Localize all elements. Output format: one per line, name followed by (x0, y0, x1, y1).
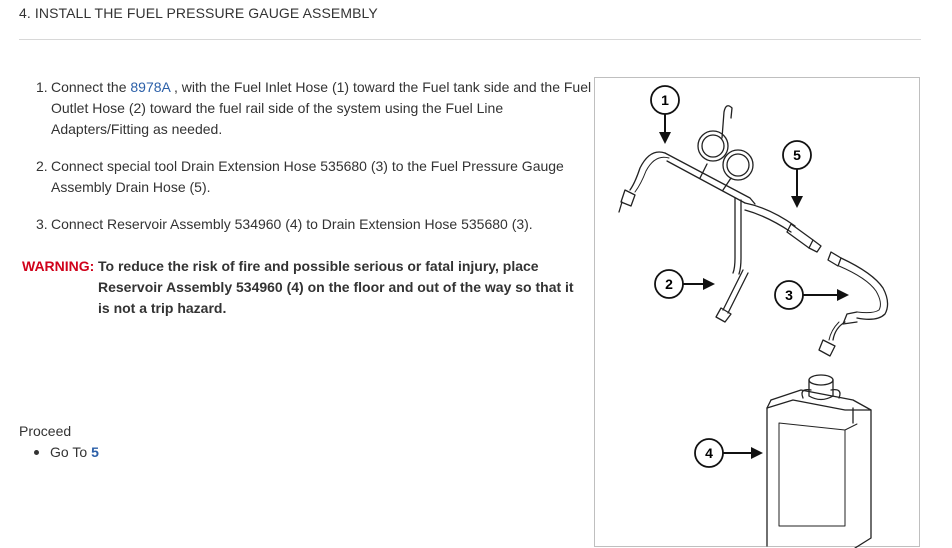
svg-text:5: 5 (793, 147, 801, 163)
callout-2 (655, 270, 715, 298)
proceed-label: Proceed (19, 423, 72, 439)
callout-4 (695, 439, 763, 467)
step-number: 1. (36, 79, 48, 95)
step-text (51, 77, 596, 140)
step-item (36, 77, 596, 140)
step-item (36, 214, 596, 235)
step-text-post: , with the Fuel Inlet Hose (1) toward the Fuel tank side and the Fuel Outlet Hose (2) toward the fuel rail side of the system using the Fuel Line Adapters/Fitting as needed. (51, 79, 592, 137)
section-divider (19, 39, 921, 40)
svg-text:1: 1 (661, 92, 669, 108)
steps-list (36, 77, 596, 251)
goto-text: Go To (50, 444, 88, 460)
step-text: Connect special tool Drain Extension Hose 535680 (3) to the Fuel Pressure Gauge Assembly Drain Hose (5). (51, 158, 564, 195)
step-number: 2. (36, 158, 48, 174)
step-item (36, 156, 596, 198)
tool-link-8978a[interactable]: 8978A (130, 79, 171, 95)
fuel-gauge-illustration (594, 77, 920, 547)
step-text: Connect Reservoir Assembly 534960 (4) to Drain Extension Hose 535680 (3). (51, 216, 533, 232)
svg-text:3: 3 (785, 287, 793, 303)
goto-item (34, 444, 99, 460)
section-title: 4. INSTALL THE FUEL PRESSURE GAUGE ASSEMBLY (19, 5, 378, 21)
step-text-pre: Connect the (51, 79, 131, 95)
callout-1 (651, 86, 679, 144)
svg-text:2: 2 (665, 276, 673, 292)
goto-step-link[interactable]: 5 (91, 444, 99, 460)
callout-3 (775, 281, 849, 309)
warning-text: To reduce the risk of fire and possible serious or fatal injury, place Reservoir Assembly 534960 (4) on the floor and out of the way so that it is not a trip hazard. (98, 258, 574, 316)
warning-label: WARNING: (22, 258, 95, 274)
callout-5 (783, 141, 811, 208)
illustration-svg (595, 78, 921, 548)
step-number: 3. (36, 216, 48, 232)
warning-block (22, 256, 582, 319)
svg-text:4: 4 (705, 445, 713, 461)
bullet-icon (34, 450, 39, 455)
